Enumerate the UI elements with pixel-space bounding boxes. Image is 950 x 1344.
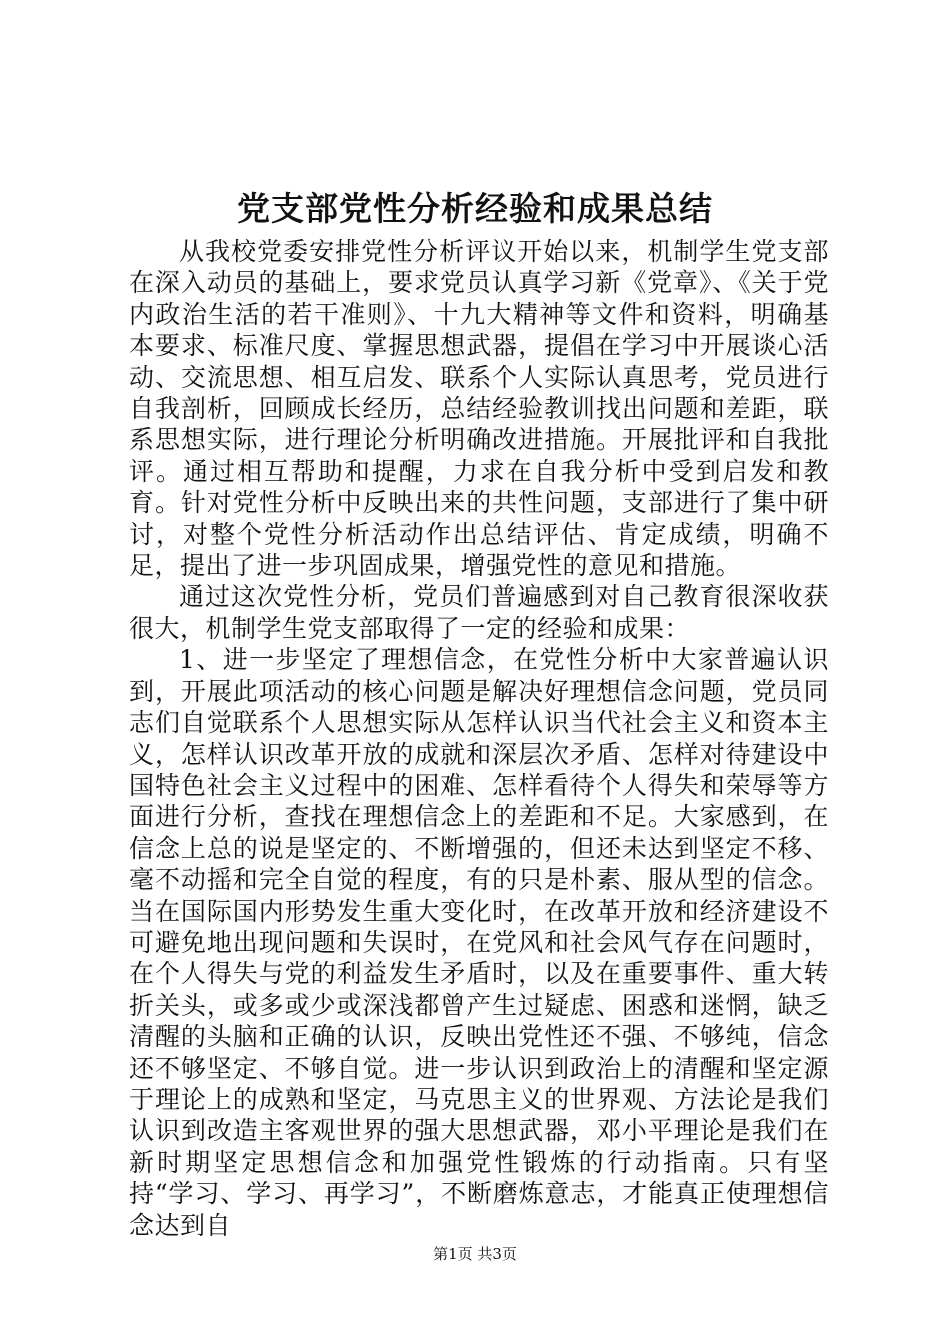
document-title: 党支部党性分析经验和成果总结	[237, 189, 713, 228]
document-body	[129, 236, 829, 1241]
paragraph-summary: 通过这次党性分析，党员们普遍感到对自己教育很深收获很大，机制学生党支部取得了一定的经验和成果：	[129, 582, 829, 643]
paragraph-intro: 从我校党委安排党性分析评议开始以来，机制学生党支部在深入动员的基础上，要求党员认真学习新《党章》、《关于党内政治生活的若干准则》、十九大精神等文件和资料，明确基本要求、标准尺度、掌握思想武器，提倡在学习中开展谈心活动、交流思想、相互启发、联系个人实际认真思考，党员进行自我剖析，回顾成长经历，总结经验教训找出问题和差距，联系思想实际，进行理论分析明确改进措施。开展批评和自我批评。通过相互帮助和提醒，力求在自我分析中受到启发和教育。针对党性分析中反映出来的共性问题，支部进行了集中研讨，对整个党性分析活动作出总结评估、肯定成绩，明确不足，提出了进一步巩固成果，增强党性的意见和措施。	[129, 237, 829, 581]
page-footer: 第1页 共3页	[433, 1245, 517, 1263]
paragraph-point-1: 1、进一步坚定了理想信念，在党性分析中大家普遍认识到，开展此项活动的核心问题是解决好理想信念问题，党员同志们自觉联系个人思想实际从怎样认识当代社会主义和资本主义，怎样认识改革开放的成就和深层次矛盾、怎样对待建设中国特色社会主义过程中的困难、怎样看待个人得失和荣辱等方面进行分析，查找在理想信念上的差距和不足。大家感到，在信念上总的说是坚定的、不断增强的，但还未达到坚定不移、毫不动摇和完全自觉的程度，有的只是朴素、服从型的信念。当在国际国内形势发生重大变化时，在改革开放和经济建设不可避免地出现问题和失误时，在党风和社会风气存在问题时，在个人得失与党的利益发生矛盾时，以及在重要事件、重大转折关头，或多或少或深浅都曾产生过疑虑、困惑和迷惘，缺乏清醒的头脑和正确的认识，反映出党性还不强、不够纯，信念还不够坚定、不够自觉。进一步认识到政治上的清醒和坚定源于理论上的成熟和坚定，马克思主义的世界观、方法论是我们认识到改造主客观世界的强大思想武器，邓小平理论是我们在新时期坚定思想信念和加强党性锻炼的行动指南。只有坚持“学习、学习、再学习”，不断磨炼意志，才能真正使理想信念达到自	[129, 645, 829, 1240]
